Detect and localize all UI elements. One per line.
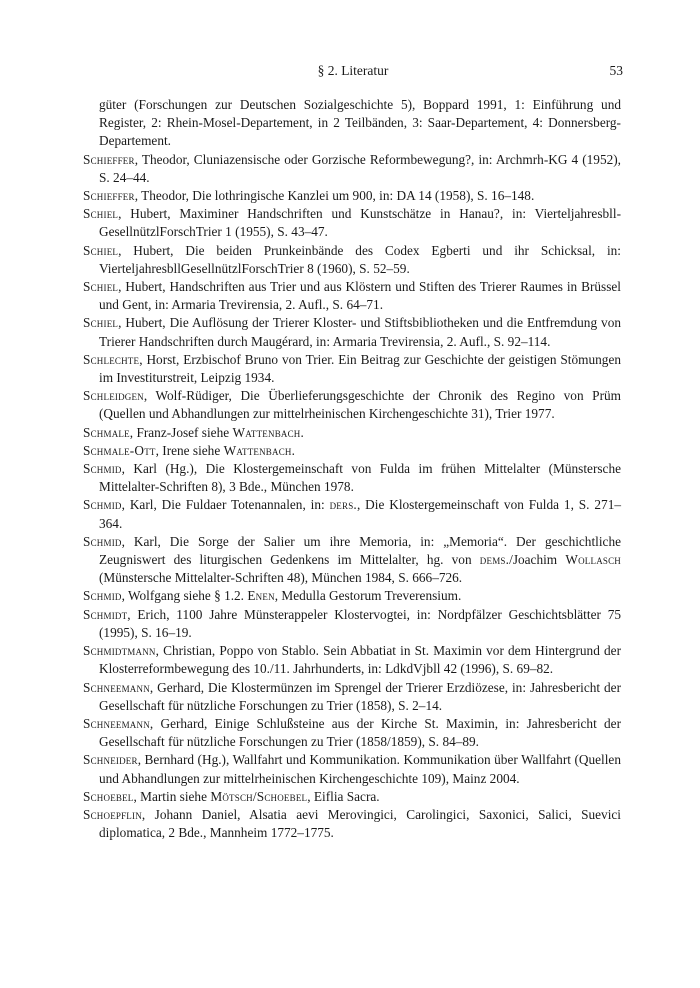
entry-author: Schiel xyxy=(83,279,119,295)
bibliography-entry xyxy=(83,187,621,205)
entry-ref: Wattenbach xyxy=(223,442,292,458)
entry-ref: dems. xyxy=(479,552,510,568)
entry-text: güter (Forschungen zur Deutschen Sozialgeschichte 5), Boppard 1991, 1: Einführung und Register, 2: Rhein-Mosel-Departement, in 2 Teilbänden, 3: Saar-Departement, 4: Donnersberg-Departement. xyxy=(99,97,621,149)
entry-text: , Gerhard, Die Klostermünzen im Sprengel der Trierer Erzdiözese, in: Jahresbericht der Gesellschaft für nützliche Forschungen zu Trier (1858), S. 2–14. xyxy=(99,679,621,713)
entry-author: Schiel xyxy=(83,242,119,258)
running-header xyxy=(83,63,623,83)
bibliography-entry xyxy=(83,587,621,605)
entry-text: , Franz-Josef siehe xyxy=(129,424,233,440)
entry-author: Schleidgen xyxy=(83,388,144,404)
bibliography-entry xyxy=(83,151,621,187)
entry-author: Schmid xyxy=(83,533,122,549)
entry-ref: ders. xyxy=(329,497,357,513)
entry-author: Schneemann xyxy=(83,679,150,695)
entry-text: , Karl (Hg.), Die Klostergemeinschaft von Fulda im frühen Mittelalter (Münstersche Mittelalter-Schriften 8), 3 Bde., München 1978. xyxy=(99,461,621,495)
bibliography-entry xyxy=(83,679,621,715)
page-number: 53 xyxy=(609,63,623,78)
entry-text: , Martin siehe xyxy=(133,788,211,804)
entry-text: , Karl, Die Fuldaer Totenannalen, in: xyxy=(121,497,330,513)
entry-text: (Münstersche Mittelalter-Schriften 48), München 1984, S. 666–726. xyxy=(99,570,463,586)
entry-text: , Johann Daniel, Alsatia aevi Merovingici, Carolingici, Saxonici, Salici, Suevici diplomatica, 2 Bde., Mannheim 1772–1775. xyxy=(99,806,621,841)
entry-text: , Eiflia Sacra. xyxy=(307,788,380,804)
entry-text: , Karl, Die Sorge der Salier um ihre Memoria, in: „Memoria“. Der geschichtliche Zeugniswert des liturgischen Gedenkens im Mittelalter, hg. von xyxy=(99,533,621,568)
entry-text: , Theodor, Die lothringische Kanzlei um 900, in: DA 14 (1958), S. 16–148. xyxy=(134,188,535,204)
bibliography-entry xyxy=(83,806,621,842)
entry-ref: Mötsch/Schoebel xyxy=(210,788,308,804)
entry-author: Schlechte xyxy=(83,351,140,367)
entry-text: , Erich, 1100 Jahre Münsterappeler Klostervogtei, in: Nordpfälzer Geschichtsblätter 75 (1995), S. 16–19. xyxy=(99,606,621,640)
entry-author: Schmale-Ott xyxy=(83,442,156,458)
bibliography-entry xyxy=(83,442,621,460)
entry-author: Schmale xyxy=(83,424,130,440)
entry-author: Schmidt xyxy=(83,606,128,622)
entry-author: Schieffer xyxy=(83,151,135,167)
running-title: § 2. Literatur xyxy=(317,63,389,78)
bibliography-entry xyxy=(83,751,621,787)
entry-text: , Irene siehe xyxy=(155,442,224,458)
entry-text: /Joachim xyxy=(509,552,566,568)
entry-text: , Hubert, Die Auflösung der Trierer Kloster- und Stiftsbibliotheken und die Entfremdung von Trierer Handschriften durch Maugérard, in: Armaria Trevirensia, 2. Aufl., S. 92–114. xyxy=(99,315,621,349)
entry-text: , Horst, Erzbischof Bruno von Trier. Ein Beitrag zur Geschichte der geistigen Stömungen im Investiturstreit, Leipzig 1934. xyxy=(99,351,621,386)
bibliography-entry xyxy=(83,351,621,387)
entry-ref: Wattenbach xyxy=(232,424,301,440)
entry-author: Schmid xyxy=(83,461,122,477)
entry-author: Schneemann xyxy=(83,715,150,731)
entry-author: Schneider xyxy=(83,752,138,768)
entry-text: , Medulla Gestorum Treverensium. xyxy=(274,588,462,604)
entry-text: , Hubert, Maximiner Handschriften und Kunstschätze in Hanau?, in: VierteljahresbllGesellnützlForschTrier 1 (1955), S. 43–47. xyxy=(99,206,621,240)
entry-text: , Gerhard, Einige Schlußsteine aus der Kirche St. Maximin, in: Jahresbericht der Gesellschaft für nützliche Forschungen zu Trier (1858/1859), S. 84–89. xyxy=(99,715,621,750)
entry-author: Schiel xyxy=(83,315,119,331)
bibliography-entry xyxy=(83,424,621,442)
bibliography-entry xyxy=(83,278,621,314)
entry-text: , Hubert, Handschriften aus Trier und aus Klöstern und Stiften des Trierer Raumes in Brüssel und Gent, in: Armaria Trevirensia, 2. Aufl., S. 64–71. xyxy=(99,279,621,313)
entry-text: , Wolf-Rüdiger, Die Überlieferungsgeschichte der Chronik des Regino von Prüm (Quellen und Abhandlungen zur mittelrheinischen Kirchengeschichte 31), Trier 1977. xyxy=(99,388,621,422)
entry-author: Schoebel xyxy=(83,788,134,804)
entry-text: . xyxy=(300,424,304,440)
entry-text: . xyxy=(291,442,295,458)
bibliography-entry xyxy=(83,715,621,751)
entry-text: , Die Klostergemeinschaft von Fulda 1, S. 271–364. xyxy=(99,497,621,531)
bibliography-entry xyxy=(83,496,621,532)
entry-author: Schmidtmann xyxy=(83,643,156,659)
bibliography-entry xyxy=(83,460,621,496)
entry-author: Schmid xyxy=(83,588,122,604)
bibliography-entry xyxy=(83,387,621,423)
bibliography-entry xyxy=(83,314,621,350)
entry-text: , Theodor, Cluniazensische oder Gorzische Reformbewegung?, in: Archmrh-KG 4 (1952), S. 24–44. xyxy=(99,151,621,185)
bibliography-entry xyxy=(83,96,621,151)
bibliography-list xyxy=(83,96,621,842)
bibliography-entry xyxy=(83,205,621,241)
entry-author: Schmid xyxy=(83,497,122,513)
entry-text: , Christian, Poppo von Stablo. Sein Abbatiat in St. Maximin vor dem Hintergrund der Klosterreformbewegung des 10./11. Jahrhunderts, in: LdkdVjbll 42 (1996), S. 69–82. xyxy=(99,643,621,677)
entry-author: Schoepflin xyxy=(83,806,142,822)
entry-ref: Enen xyxy=(247,588,275,604)
entry-ref: Wollasch xyxy=(565,552,621,568)
entry-author: Schiel xyxy=(83,206,119,222)
entry-text: , Hubert, Die beiden Prunkeinbände des Codex Egberti und ihr Schicksal, in: VierteljahresbllGesellnützlForschTrier 8 (1960), S. 52–59. xyxy=(99,242,621,276)
entry-author: Schieffer xyxy=(83,188,135,204)
bibliography-entry xyxy=(83,533,621,588)
bibliography-entry xyxy=(83,642,621,678)
bibliography-entry xyxy=(83,788,621,806)
entry-text: , Wolfgang siehe § 1.2. xyxy=(121,588,248,604)
bibliography-entry xyxy=(83,606,621,642)
bibliography-entry xyxy=(83,242,621,278)
entry-text: , Bernhard (Hg.), Wallfahrt und Kommunikation. Kommunikation über Wallfahrt (Quellen und Abhandlungen zur mittelrheinischen Kirchengeschichte 109), Mainz 2004. xyxy=(99,752,621,786)
